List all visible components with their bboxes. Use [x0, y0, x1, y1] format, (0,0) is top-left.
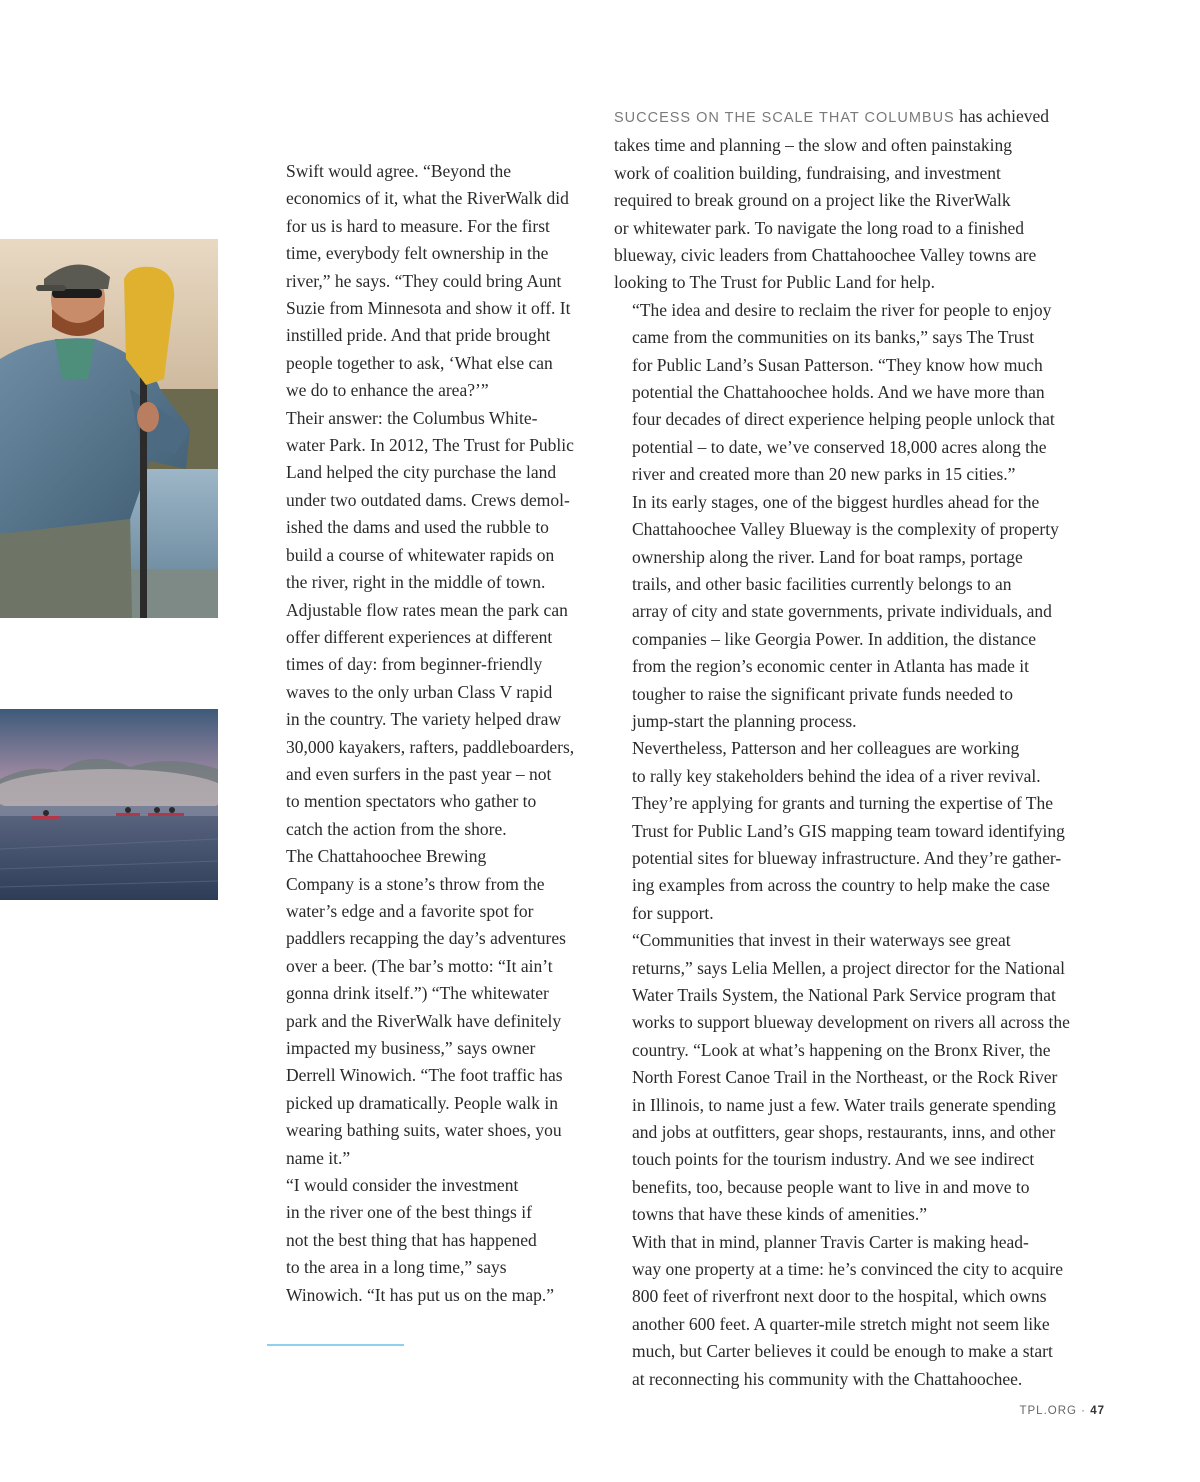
left-text-column [268, 158, 598, 1309]
right-paragraph: Nevertheless, Patterson and her colleagues are working to rally key stakeholders behind the idea of a river revival. They’re applying for grants and turning the expertise of The Trust for Public Land’s GIS mapping team toward identifying potential sites for blueway infrastructure. And they’re gather- ing examples from across the country to help make the case for support. [632, 738, 1065, 923]
left-paragraph: “I would consider the investment in the river one of the best things if not the best thing that has happened to the area in a long time,” says Winowich. “It has put us on the map.” [286, 1175, 555, 1305]
right-paragraph: In its early stages, one of the biggest hurdles ahead for the Chattahoochee Valley Blueway is the complexity of property ownership along the river. Land for boat ramps, portage trails, and other basic facilities currently belongs to an array of city and state governments, private individuals, and companies – like Georgia Power. In addition, the distance from the region’s economic center in Atlanta has made it tougher to raise the significant private funds needed to jump-start the planning process. [632, 491, 1059, 731]
right-paragraph-lead: SUCCESS ON THE SCALE THAT COLUMBUS has achieved takes time and planning – the slow and often painstaking work of coalition building, fundraising, and investment required to break ground on a project like the RiverWalk or whitewater park. To navigate the long road to a finished blueway, civic leaders from Chattahoochee Valley towns are looking to The Trust for Public Land for help. [614, 106, 1049, 293]
site-url: TPL.ORG [1019, 1405, 1077, 1417]
right-paragraph: “Communities that invest in their waterways see great returns,” says Lelia Mellen, a project director for the National Water Trails System, the National Park Service program that works to support blueway development on rivers all across the country. “Look at what’s happening on the Bronx River, the North Forest Canoe Trail in the Northeast, or the Rock River in Illinois, to name just a few. Water trails generate spending and jobs at outfitters, gear shops, restaurants, inns, and other touch points for the tourism industry. And we see indirect benefits, too, because people want to live in and move to towns that have these kinds of amenities.” [632, 930, 1070, 1225]
photo-paddler-with-paddle [0, 239, 218, 618]
right-paragraph: “The idea and desire to reclaim the river for people to enjoy came from the communities on its banks,” says The Trust for Public Land’s Susan Patterson. “They know how much potential the Chattahoochee holds. And we have more than four decades of direct experience helping people unlock that potential – to date, we’ve conserved 18,000 acres along the river and created more than 20 new parks in 15 cities.” [632, 299, 1055, 485]
right-text-column [614, 103, 1114, 1393]
left-paragraph: Swift would agree. “Beyond the economics of it, what the RiverWalk did for us is hard to measure. For the first time, everybody felt ownership in the river,” he says. “They could bring Aunt Suzie from Minnesota and show it off. It instilled pride. And that pride brought people together to ask, ‘What else can we do to enhance the area?’” [286, 161, 571, 401]
page-footer [1019, 1405, 1105, 1417]
right-paragraph: With that in mind, planner Travis Carter is making head- way one property at a time: he’s convinced the city to acquire 800 feet of riverfront next door to the hospital, which owns another 600 feet. A quarter-mile stretch might not seem like much, but Carter believes it could be enough to make a start at reconnecting his community with the Chattahoochee. [632, 1231, 1064, 1389]
left-paragraph: The Chattahoochee Brewing Company is a stone’s throw from the water’s edge and a favorite spot for paddlers recapping the day’s adventures over a beer. (The bar’s motto: “It ain’t gonna drink itself.”) “The whitewater park and the RiverWalk have definitely impacted my business,” says owner Derrell Winowich. “The foot traffic has picked up dramatically. People walk in wearing bathing suits, water shoes, you name it.” [286, 846, 566, 1168]
page-number: 47 [1090, 1405, 1105, 1417]
left-paragraph: Their answer: the Columbus White- water Park. In 2012, The Trust for Public Land helped the city purchase the land under two outdated dams. Crews demol- ished the dams and used the rubble to build a course of whitewater rapids on the river, right in the middle of town. Adjustable flow rates mean the park can offer different experiences at different times of day: from beginner-friendly waves to the only urban Class V rapid in the country. The variety helped draw 30,000 kayakers, rafters, paddleboarders, and even surfers in the past year – not to mention spectators who gather to catch the action from the shore. [286, 407, 575, 839]
footer-separator: · [1076, 1405, 1091, 1417]
section-end-rule [267, 1344, 404, 1346]
section-lead-in: SUCCESS ON THE SCALE THAT COLUMBUS [614, 110, 955, 126]
photo-kayakers-in-fog [0, 709, 218, 900]
